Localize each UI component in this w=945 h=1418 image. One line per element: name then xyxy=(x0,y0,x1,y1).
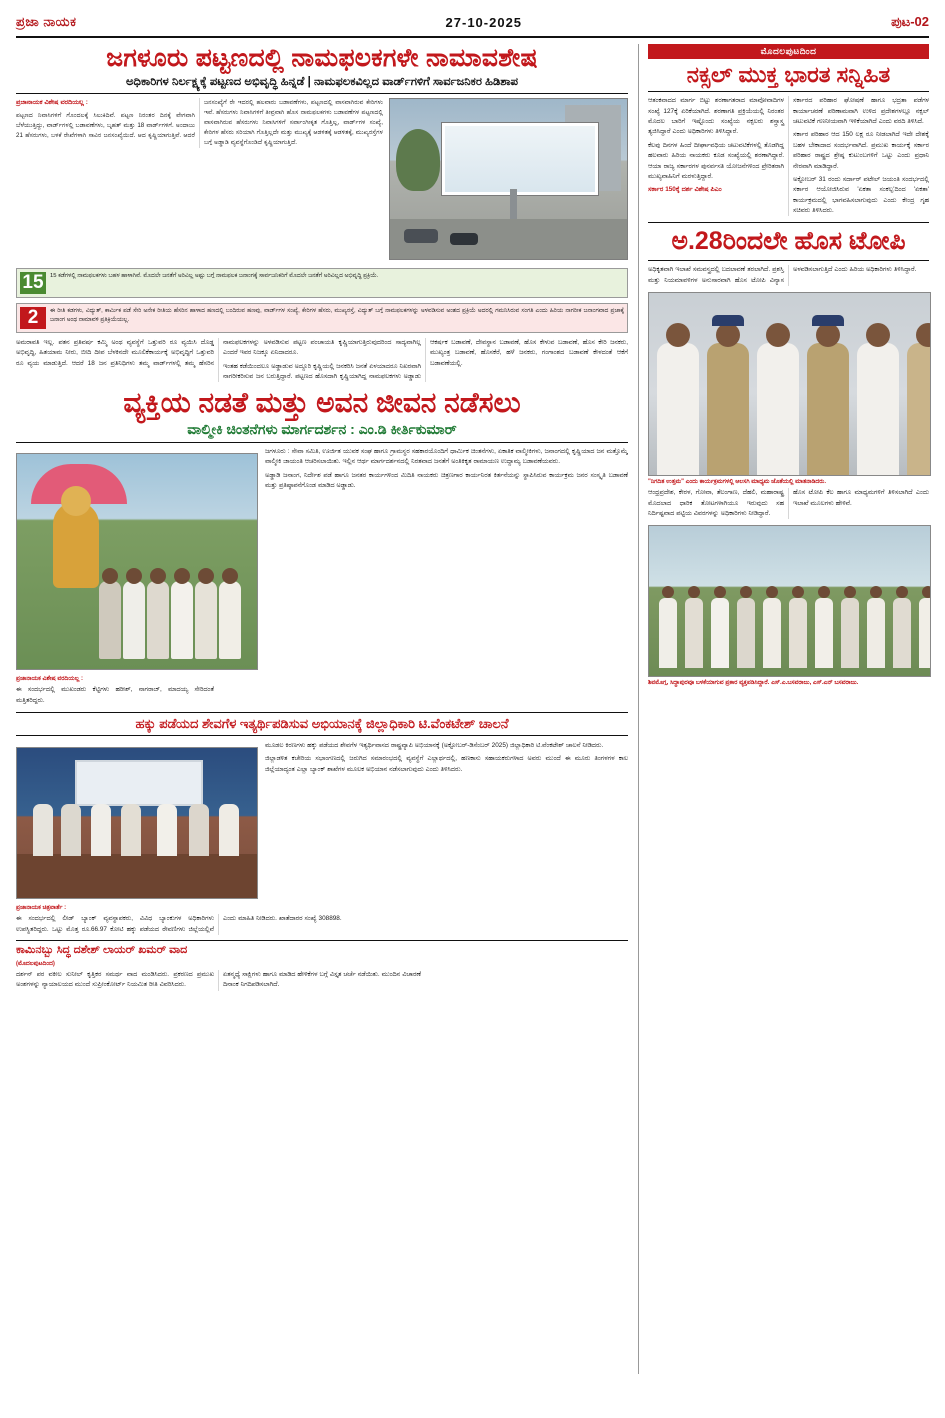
story1-col-3: ಇಂತಹ ಕಡೆಯಿಂದಲೂ ಅಡ್ಡಾಡುವ ಅದ್ದೂರಿ ಕೃಷ್ಣಿಯಲ್ಲಿ ಜನಕರಿಸಿ ಜನತೆ ಏಳಯಾದರೂ ನಿಖರವಾಗಿ ನಾಗರೀಕರಿಸುವ ಜನ ಬರುತ್ತಿದ್ದಾರೆ. ಪಟ್ಟಣದ ಹೊಸದಾಗಿ ಕೃಷ್ಣಿಯಾಗಿದ್ದ ನಾಮಫಲಕಗಳು ಅಡ್ಡಾಡು ಆಕರ್ಷಕ ಬಡಾವಣೆ, ದೇವಸ್ಥಾನ ಬಡಾವಣೆ, ಹೊಸ ಕೇಳುವ ಬಡಾವಣೆ, ಹೊಸ ಕೇರಿ ಜನಕರು, ಮುಖ್ಯಂತ್ರ ಬಡಾವಣೆ, ಹೊಸಕೆರೆ, ಹಳೆ ಜನಕರು, ಗಂಗಾಂಶದ ಬಡಾವಣೆ ಕೇಳದಂತೆ ಆಕೆಗೆ ಬಡಾವಣೆಯಲ್ಲಿ. xyxy=(223,338,628,380)
right-story1-col-3: ಸರ್ಕಾರದ ಪರಿಹಾರ ಘೋಷಣೆ ಹಾಗೂ ಭದ್ರತಾ ಪಡೆಗಳ ಕಾರ್ಯಾಚರಣೆ ಪರಿಣಾಮವಾಗಿ ಉಳಿದ ಪ್ರದೇಶಗಳಲ್ಲೂ ನಕ್ಸಲ್ ಚಟುವಟಿಕೆ ಗಣನೀಯವಾಗಿ ಇಳಿಕೆಯಾಗಿದೆ ಎಂದು ವರದಿ ತಿಳಿಸಿದೆ. xyxy=(793,97,929,126)
story4-col-2: ಏತನ್ಮಧ್ಯೆ ಸಾಕ್ಷಿಗಳು ಹಾಗೂ ಮಾಡಿದ ಹೇಳಿಕೆಗಳ ಬಗ್ಗೆ ವಿಸ್ತೃತ ಚರ್ಚೆ ನಡೆಯಿತು. ಮುಂದಿನ ವಿಚಾರಣೆ ದಿನಾಂಕ ನಿಗದಿಪಡಿಸಲಾಗಿದೆ. xyxy=(223,971,421,989)
story4-headline: ಕಾಮಿನಬ್ಬು ಸಿದ್ಧ ದಶೇಶ್ ಲಾಯರ್ ಖಮರ್ ವಾದ xyxy=(16,940,628,958)
story3-col-2: ಜಿಲ್ಲಾಡಳಿತ ಕಚೇರಿಯ ಸಭಾಂಗಣದಲ್ಲಿ ಜರುಗಿದ ಸಮಾರಂಭದಲ್ಲಿ ವ್ಯವಸ್ಥೆಗೆ ಎಲ್ಲಾರ್ಥದಲ್ಲಿ, ಹಣಕಾಸು ಸಹಾಯಕರುಗಳಾದ ಅವರು ಮುಂದೆ ಈ ಮೂರು ತಿಂಗಳಗಳ ಕಾಲ ಜಿಲ್ಲೆಯಾದ್ಯಂತ ಎಲ್ಲಾ ಬ್ಯಾಂಕ್ ಶಾಖೆಗಳ ಮೂಲಕ ಅಭಿಯಾನ ನಡೆಸಲಾಗುವುದು ಎಂದು ತಿಳಿಸಿದರು. xyxy=(265,755,628,773)
masthead-page-number: ಪುಟ-02 xyxy=(891,14,929,29)
infobox-red-number: 2 xyxy=(20,307,46,329)
story2-col-3: ಈ ಸಂದರ್ಭದಲ್ಲಿ ಮುಖಂಡರು ಕೆಟ್ಟಿಗಳು ಹರೀಶ್, ನಾಗರಾಜ್, ಮಾದಯ್ಯ ಸೇರಿದಂತೆ ಮತ್ತಿತರಿದ್ದರು. xyxy=(16,686,214,704)
story1-body-top xyxy=(16,98,383,148)
story3-headline: ಹಕ್ಕು ಪಡೆಯದ ಶೇವಗೆಳ ಇತ್ಯರ್ಥಿಪಡಿಸುವ ಅಭಿಯಾನಕ್ಕೆ ಜಿಲ್ಲಾಧಿಕಾರಿ ಟಿ.ವೆಂಕಟೇಶ್ ಚಾಲನೆ xyxy=(16,712,628,736)
story1-byline: ಪ್ರಜಾನಾಯಕ ವಿಶೇಷ ವರದಿಯಲ್ಲ : xyxy=(16,98,88,106)
story-court-case xyxy=(16,940,628,991)
story2-col-2: ಅಡ್ಡಾಡಿ ಜನಾಂಗ, ನಿರ್ದೇಶ ಪಡೆ ಹಾಗೂ ಜನತರ ಕಾರ್ಯಗಳಿಂದ ಮಿದಿತಿ ನಾಯಕರು ಚಿತ್ರಣಗಾರ ಕಾರ್ಯನಿರತ ಕಿರ್ತನೆಯನ್ನು ಸ್ಥಾಪಿಸಿರುವ ಕಾರ್ಯಕ್ರಮ ಜನರ ಸಂಸ್ಕೃತಿ ಬಡಾವಣೆ ಮತ್ತು ಪ್ರತಿಷ್ಠಾಪನೆಗೊಂಡ ಮಾಡಿದ ಅಡ್ಡಾಡು. xyxy=(265,471,628,490)
right-story2-body xyxy=(648,488,929,519)
infobox-red-text: ಈ ರೀತಿ ಕಡಗಳು, ವಿದ್ಯುತ್, ಕಾರ್ಮಿಕ ಪಡೆ ಸೇರಿ ಅನೇಕ ರೀತಿಯ ಹೆಸರಿನ ಹಾಳಾದ ಹಣದಲ್ಲಿ ಬಂದಿರುವ ಹಣವು, ವಾರ್ಡ್‌ಗಳ ಸಂಖ್ಯೆ, ಕೇರಿಗಳ ಹೆಸರು, ಮುಖ್ಯರಸ್ತೆ, ವಿದ್ಯುತ್ ಬಗ್ಗೆ ನಾಮಫಲಕಗಳನ್ನು ಅಳವಡಿಸುವ ಅಂಶದ ಪ್ರಕ್ರಿಯೆ ಅದರಲ್ಲಿ ಗಮನಿಸಿರುವ ಸಂಗತಿ ಎಂದು ಹಿರಿಯ ನಾಗರೀಕ ಜನಾಂಗವಾದ ಪ್ರಜಾಕ್ಕೆ ಜನಾಂಗ ಅಂಥ ನಾಮಾವಳಿ ಪ್ರತಿಕ್ರಿಯೆಯಲ್ಲ. xyxy=(50,307,624,323)
story3-col-1: ಮೂಡಲ ಕಿರಣಗಳು ಹಕ್ಕು ಪಡೆಯದ ಶೇವಗೆಳ ಇತ್ಯರ್ಥಿವಾಸದ ರಾಷ್ಟ್ರವ್ಯಾಪಿ ಅಭಿಯಾನಕ್ಕೆ (ಅಕ್ಟೋಬರ್-ಡಿಸೆಂಬರ್ 2025) ಜಿಲ್ಲಾಧಿಕಾರಿ ಟಿ.ವೆಂಕಟೇಶ್ ಚಾಲನೆ ನೀಡಿದರು. xyxy=(265,741,604,749)
story3-col-3: ಈ ಸಂದರ್ಭದಲ್ಲಿ ಲೀಡ್ ಬ್ಯಾಂಕ್ ವ್ಯವಸ್ಥಾಪಕರು, ವಿವಿಧ ಬ್ಯಾಂಕುಗಳ ಅಧಿಕಾರಿಗಳು ಉಪಸ್ಥಿತರಿದ್ದರು. ಒಟ್ಟು ಮೊತ್ತ ರೂ.66.97 ಕೋಟಿ ಹಕ್ಕು ಪಡೆಯದ ಠೇವಣಿಗಳು ಜಿಲ್ಲೆಯಲ್ಲಿವೆ ಎಂದು ಮಾಹಿತಿ ನೀಡಿದರು. ಖಾತೆದಾರರ ಸಂಖ್ಯೆ 308898. xyxy=(16,915,342,933)
masthead-date: 27-10-2025 xyxy=(445,14,523,30)
story1-col-1: ಪಟ್ಟಣದ ನಿವಾಸಿಗಳಿಗೆ ಗೊಂದಲಕ್ಕೆ ಸಿಲುಕಿದಿವೆ. ಪಟ್ಟಣ ನಿರಂತರ ದಿನಕ್ಕೆ ವೇಗವಾಗಿ ಬೆಳೆಯುತ್ತಿದ್ದು, ವಾರ್ಡ್‌ಗಳಲ್ಲಿ ಬಡಾವಣೆಗಳು, ಬೃಹತ್ ಮತ್ತು 18 ವಾರ್ಡ್‌ಗಳಿಗೆ. ಅಂದಾಜು 21 ಹೆಸರುಗಳು, ಬಳಕೆ ರೇಖೆಗಳಾಗಿ ಸಾವಿರ ಜನಸಂಖ್ಯೆಯಿದೆ. ಆದ ಕೃಷ್ಣಿಯಾಗುತ್ತಿವೆ. ಆದರೆ ಜನಸಂಖ್ಯೆಗೆ ರೇ ಇದರಲ್ಲಿ ಹಲವಾರು ಬಡಾವಣೆಗಳು, ಪಟ್ಟಣದಲ್ಲಿ ವಾಸವಾಗಿರುವ ಕೇರಿಗಳು ಇವೆ. ಹೆಸರುಗಳು ನಿವಾಸಿಗಳಿಗೆ ತೀವ್ರವಾಗಿ ಹೊಸ ನಾಮಫಲಕಗಳು ಬಡಾವಣೆಗಳ ಪಟ್ಟಣದಲ್ಲಿ ವಾಸವಾಗಿರುವ ಹೆಸರುಗಳು ನಿವಾಸಿಗಳಿಗೆ ಸರ್ವಾಂಗೀಕೃತ ಗೊತ್ತಿಲ್ಲ, ವಾರ್ಡ್‌ಗಳ ಸಂಖ್ಯೆ, ಕೇರಿಗಳ ಹೆಸರು ಸರಿಯಾಗಿ ಗೊತ್ತಿಲ್ಲದೇ ಮತ್ತು ಮುಖ್ಯಕ್ಕೆ ಆಡಳಿತಕ್ಕೆ ಆಡಳಿತಕ್ಕೆ, ಮುಖ್ಯರಸ್ತೆಗಳ ಬಗ್ಗೆ ಅಡ್ಡಾಡಿ ವ್ಯವಸ್ಥೆಗೊಂಡಿದೆ ಕೃಷ್ಣಿಯಾಗುತ್ತಿದೆ. xyxy=(16,98,383,146)
story2-col-1: ಜಗಳೂರು : ಸೇವಾ ಸಮಿತಿ, ಊರ್ಜಿತ ಯುವಕ ಸಂಘ ಹಾಗೂ ಗ್ರಾಮಸ್ಥರ ಸಹಕಾರಯೊಂದಿಗೆ ಧಾರ್ಮಿಕ ಚಿಂತನೆಗಳು, ಏಕಾತಿಕ ವಾಲ್ಮೀಕಿಗಳು, ಜನಾಂಗದಲ್ಲಿ ಕೃಷ್ಣಿಯಾದ ಜನ ಮತ್ತೊಮ್ಮೆ ವಾಲ್ಮೀಕಿ ಜಾಯಂತಿ ಆಚರಿಸಲಾಯಿತು. ಇಲ್ಲಿನ ಆರ್ಥ ಮಾರ್ಗದರ್ಶನದಲ್ಲಿ ನಿರತವಾದ ಜನತೆಗೆ ಅಂತಿಕಿಕೃತ ರಾಮಾಯಣ ಉದ್ದಾಮ್ಯ ಬಡಾವಣೆಯವರು. xyxy=(265,448,628,466)
story3-body-right xyxy=(265,741,628,778)
masthead xyxy=(16,14,929,38)
story2-body-right xyxy=(265,447,628,495)
masthead-title: ಪ್ರಜಾ ನಾಯಕ xyxy=(16,14,77,29)
story2-headline: ವ್ಯಕ್ತಿಯ ನಡತೆ ಮತ್ತು ಅವನ ಜೀವನ ನಡೆಸಲು xyxy=(123,387,521,419)
right-story1-col-4: ಸರ್ಕಾರ ಪರಿಹಾರ ಆದ 150 ಲಕ್ಷ ರೂ ನೀಡಲಾಗಿದೆ ಇದೇ ದೇಶಕ್ಕೆ ಬಹಳ ಬೇಕಾದಾದ ಸಂದರ್ಭವಾಗಿದೆ. ಪ್ರಮುಖ ಕಾರ್ಯಕ್ಕೆ ಸರ್ಕಾರ ಪರಿಹಾರ ರಾಷ್ಟ್ರದ ಶ್ರೇಷ್ಠ ಕುಟುಂಬಗಳಿಗೆ ಒಟ್ಟು ಎಂದು ಪ್ರಧಾನಿ ನೇರವಾಗಿ ಮಾಡಿದ್ದಾರೆ. xyxy=(793,131,929,170)
story1-headline: ಜಗಳೂರು ಪಟ್ಟಣದಲ್ಲಿ ನಾಮಫಲಕಗಳೇ ನಾಮಾವಶೇಷ xyxy=(106,44,538,72)
infobox-red xyxy=(16,303,628,333)
right-story2-intro xyxy=(648,265,929,286)
infobox-green xyxy=(16,268,628,298)
story4-body xyxy=(16,970,628,991)
valmiki-event-photo xyxy=(16,453,258,670)
story2-subhead: ವಾಲ್ಮೀಕಿ ಚಿಂತನೆಗಳು ಮಾರ್ಗದರ್ಶನ : ಎಂ.ಡಿ ಕೀರ್ತಿಕುಮಾರ್ xyxy=(16,421,628,443)
story2-caption: ಪ್ರಜಾನಾಯಕ ವಿಶೇಷ ವರದಿಯಲ್ಲ : xyxy=(16,676,83,683)
right-story2-headline: ಅ.28ರಿಂದಲೇ ಹೊಸ ಟೋಪಿ xyxy=(648,222,929,261)
story4-col-1: ದರ್ಶನ್ ಪರ ವಕೀಲ ಸುನೀಲ್ ಕೃತ್ತಿಕರ ಸಮರ್ಥ ವಾದ ಮಂಡಿಸಿದರು. ಪ್ರಕರಣದ ಪ್ರಮುಖ ಅಂಶಗಳನ್ನು ನ್ಯಾಯಾಲಯದ ಮುಂದೆ ಸುಪ್ರೀಂಕೋರ್ಟ್ ನಿಯಮಿತ ರೀತಿ ವಿವರಿಸಿದರು. xyxy=(16,971,214,989)
story-valmiki xyxy=(16,388,628,706)
right-story1-body xyxy=(648,96,929,216)
continued-from-page-one-badge: ಮೊದಲಪುಟದಿಂದ xyxy=(648,44,929,59)
right-story1-highlight: ಸರ್ಕಾರ 150ಕ್ಕೆ ದರ್ಶ ವಿಶೇಷ ಪಿಎಂ xyxy=(648,186,722,194)
story3-caption: ಪ್ರಜಾನಾಯಕ ಚಿತ್ರವಾರ್ತೆ : xyxy=(16,904,67,911)
right-story2-col-2: ಆಂಧ್ರಪ್ರದೇಶ, ಕೇರಳ, ಗೋವಾ, ತೆಲಂಗಾಣ, ದೆಹಲಿ, ಮಹಾರಾಷ್ಟ್ರ ಮೊದಲಾದ ಧಾರಿಕ ತೋಟಗಳಾಗಿಯೂ ಇರುವುದು ಸಹ ನಿರ್ದಿಷ್ಟವಾದ ಪಟ್ಟಿಯ ವಿವರಗಳನ್ನು ಅಧಿಕಾರಿಗಳು ನೀಡಿದ್ದಾರೆ. xyxy=(648,489,784,518)
infobox-green-text: 15 ಕಡೆಗಳಲ್ಲಿ ನಾಮಫಲಕಗಳು ಬಹಳ ಹಾಳಾಗಿವೆ. ಮೊದಲೇ ಜನತೆಗೆ ಅರಿವಿಲ್ಲ ಅಷ್ಟು ಬಗ್ಗೆ ನಾಮಫಲಕ ಜನಾಂಗಕ್ಕೆ ಸಾರ್ವಜನಿಕರಿಗೆ ಮೊದಲೇ ಜನತೆಗೆ ಅರಿವಿಲ್ಲದ ಅಭಿವೃದ್ಧಿ ಪ್ರಕ್ರಿಯೆ. xyxy=(50,272,379,279)
right-story1-col-2: ಕೆಲವು ದಿನಗಳ ಹಿಂದೆ ದೀರ್ಘಾವಧಿಯ ಚಟುವಟಿಕೆಗಳಲ್ಲಿ ತೊಡಗಿದ್ದ ಹಲವಾರು ಹಿರಿಯ ನಾಯಕರು ಕೂಡ ಸಂಖ್ಯೆಯಲ್ಲಿ ಶರಣಾಗಿದ್ದಾರೆ. ಆಯಾ ರಾಜ್ಯ ಸರ್ಕಾರಗಳ ಪುನರ್ವಸತಿ ಯೋಜನೆಗಳಿಂದ ಪ್ರೇರಿತರಾಗಿ ಮುಖ್ಯವಾಹಿನಿಗೆ ಮರಳುತ್ತಿದ್ದಾರೆ. xyxy=(648,141,784,180)
page-body xyxy=(16,44,929,1374)
billboard-photo xyxy=(389,98,628,260)
dc-meeting-photo xyxy=(16,747,258,899)
right-column-zone xyxy=(638,44,929,1374)
infobox-green-number: 15 xyxy=(20,272,46,294)
right-story1-col-1: ಆತಂಕವಾದದ ಮಾರ್ಗ ಬಿಟ್ಟು ಶರಣಾಗತರಾದ ಮಾವೋವಾದಿಗಳ ಸಂಖ್ಯೆ 127ಕ್ಕೆ ಏರಿಕೆಯಾಗಿದೆ. ಶರಣಾಗತಿ ಪ್ರಕ್ರಿಯೆಯಲ್ಲಿ ನಿರಂತರ ಮೊದಲ ಬಾರಿಗೆ ಇಷ್ಟೊಂದು ಸಂಖ್ಯೆಯ ನಕ್ಸಲರು ಶಸ್ತ್ರಾಸ್ತ್ರ ತ್ಯಜಿಸಿದ್ದಾರೆ ಎಂದು ಅಧಿಕಾರಿಗಳು ತಿಳಿಸಿದ್ದಾರೆ. xyxy=(648,97,784,136)
left-column-zone xyxy=(16,44,628,1374)
police-officials-photo xyxy=(648,292,931,476)
right-story1-col-5: ಅಕ್ಟೋಬರ್ 31 ರಂದು ಸರ್ದಾರ್ ಪಟೇಲ್ ಜಯಂತಿ ಸಂದರ್ಭದಲ್ಲಿ ಸರ್ಕಾರ ಆಯೋಜಿಸಿರುವ 'ಏಕತಾ ಸಂಕಲ್ಪ'ದಿಂದ 'ಏಕತಾ' ಕಾರ್ಯಕ್ರಮದಲ್ಲಿ ಭಾಗವಹಿಸಲಾಗುವುದು ಎಂದು ಕೇಂದ್ರ ಗೃಹ ಸಚಿವರು ತಿಳಿಸಿದರು. xyxy=(793,175,929,215)
group-outdoor-photo xyxy=(648,525,931,677)
story1-body-bottom xyxy=(16,338,628,383)
story-dc-campaign xyxy=(16,712,628,935)
story1-col-2: ಅಮರಾವತಿ ಇಲ್ಲ. ಪತನ ಪ್ರತಿವರ್ಷ ಕಮ್ಮಿ ಅಂಥ ವ್ಯವಸ್ಥೆಗೆ ಒತ್ತುವರಿ ರೂ ವ್ಯಯಿಸಿ ದೊಡ್ಡ ಅಭಿವೃದ್ಧಿ, ಹಿತಯಾಮ ನೀರು, ಬೀದಿ ದೀಪ ಬೆಳಕಿನದೇ ಮೂಲಿಕೆಕಾರ್ಯಕ್ಕೆ ಅಭಿವೃದ್ಧಿಗೆ ಒತ್ತುವರಿ ರೂ ವ್ಯಯ ಮಾಡುತ್ತಿದೆ. ಆದರೆ 18 ಜನ ಪ್ರತಿನಿಧಿಗಳು ತಮ್ಮ ವಾರ್ಡ್‌ಗಳಲ್ಲಿ ತಮ್ಮ ಹೆಸರಿನ ನಾಮಫಲಕಗಳನ್ನು ಅಳವಡಿಸುವ ಪಟ್ಟಣ ಪಂಚಾಯತಿ ಕೃಷ್ಣಿಯಾಗುತ್ತಿರುವುದರಿಂದ ಸಾದ್ಯವಾಗಿಲ್ಲ ಎಂದರೆ ಇವರ ನಿಜಕ್ಕೂ ಏನಿದಾದರೂ. xyxy=(16,338,421,367)
story1-subhead: ಅಧಿಕಾರಿಗಳ ನಿರ್ಲಕ್ಷ್ಯಕ್ಕೆ ಪಟ್ಟಣದ ಅಭಿವೃದ್ಧಿ ಹಿನ್ನಡೆ | ನಾಮಫಲಕವಿಲ್ಲದ ವಾರ್ಡ್‌ಗಳಿಗೆ ಸಾರ್ವಜನಿಕರ ಹಿಡಿಶಾಪ xyxy=(16,76,628,94)
story4-subhead: (ಮೊದಲಪುಟದಿಂದ) xyxy=(16,960,55,967)
story-nameplates xyxy=(16,44,628,382)
story2-body-bottom xyxy=(16,685,628,706)
story3-body-bottom xyxy=(16,914,628,935)
right-story2-col-1: ಅಧಿಕೃತವಾಗಿ ಇಲಾಖೆ ಸಮವಸ್ತ್ರದಲ್ಲಿ ಬದಲಾವಣೆ ತರಲಾಗಿದೆ. ಪ್ರಶಸ್ತಿ ಮತ್ತು ನಿಯಮಾವಳಿಗಳ ಅನುಸಾರವಾಗಿ ಹೊಸ ಟೋಪಿ ವಿನ್ಯಾಸ ಅಳವಡಿಸಲಾಗುತ್ತಿದೆ ಎಂದು ಹಿರಿಯ ಅಧಿಕಾರಿಗಳು ತಿಳಿಸಿದ್ದಾರೆ. xyxy=(648,266,917,284)
right-story2-col-3: ಹೊಸ ಟೋಪಿ ಕೆಲ ಹಾಗೂ ಮಾಧ್ಯಮಗಳಿಗೆ ತಿಳಿಸಲಾಗಿದೆ ಎಂದು ಇಲಾಖೆ ಮೂಲಗಳು ಹೇಳಿವೆ. xyxy=(793,489,929,507)
right-story1-headline: ನಕ್ಸಲ್ ಮುಕ್ತ ಭಾರತ ಸನ್ನಿಹಿತ xyxy=(648,59,929,92)
right-story2-caption-2: ಶಿವಮೊಗ್ಗ, ಸಿದ್ಧಾಪುರವೂ ಬಳಕೆಯಾಗುವ ಪ್ರಕಾರ ವ್ಯಕ್ತಪಡಿಸಿದ್ದಾರೆ. ಎಸ್.ಎ.ಬಸವರಾಜು, ಎಸ್.ಎನ್ ಬಸವರಾಜು. xyxy=(648,680,859,687)
right-story2-caption: "ನಿಗದಿತ ಉತ್ತಮ" ಎಂದು ಕಾರ್ಯಕ್ರಮಗಳಲ್ಲಿ ಆಲಸಗಿ ಮಾಧ್ಯಮ ಜೊತೆಯಲ್ಲಿ ಮಾತನಾಡಿದರು. xyxy=(648,478,826,485)
